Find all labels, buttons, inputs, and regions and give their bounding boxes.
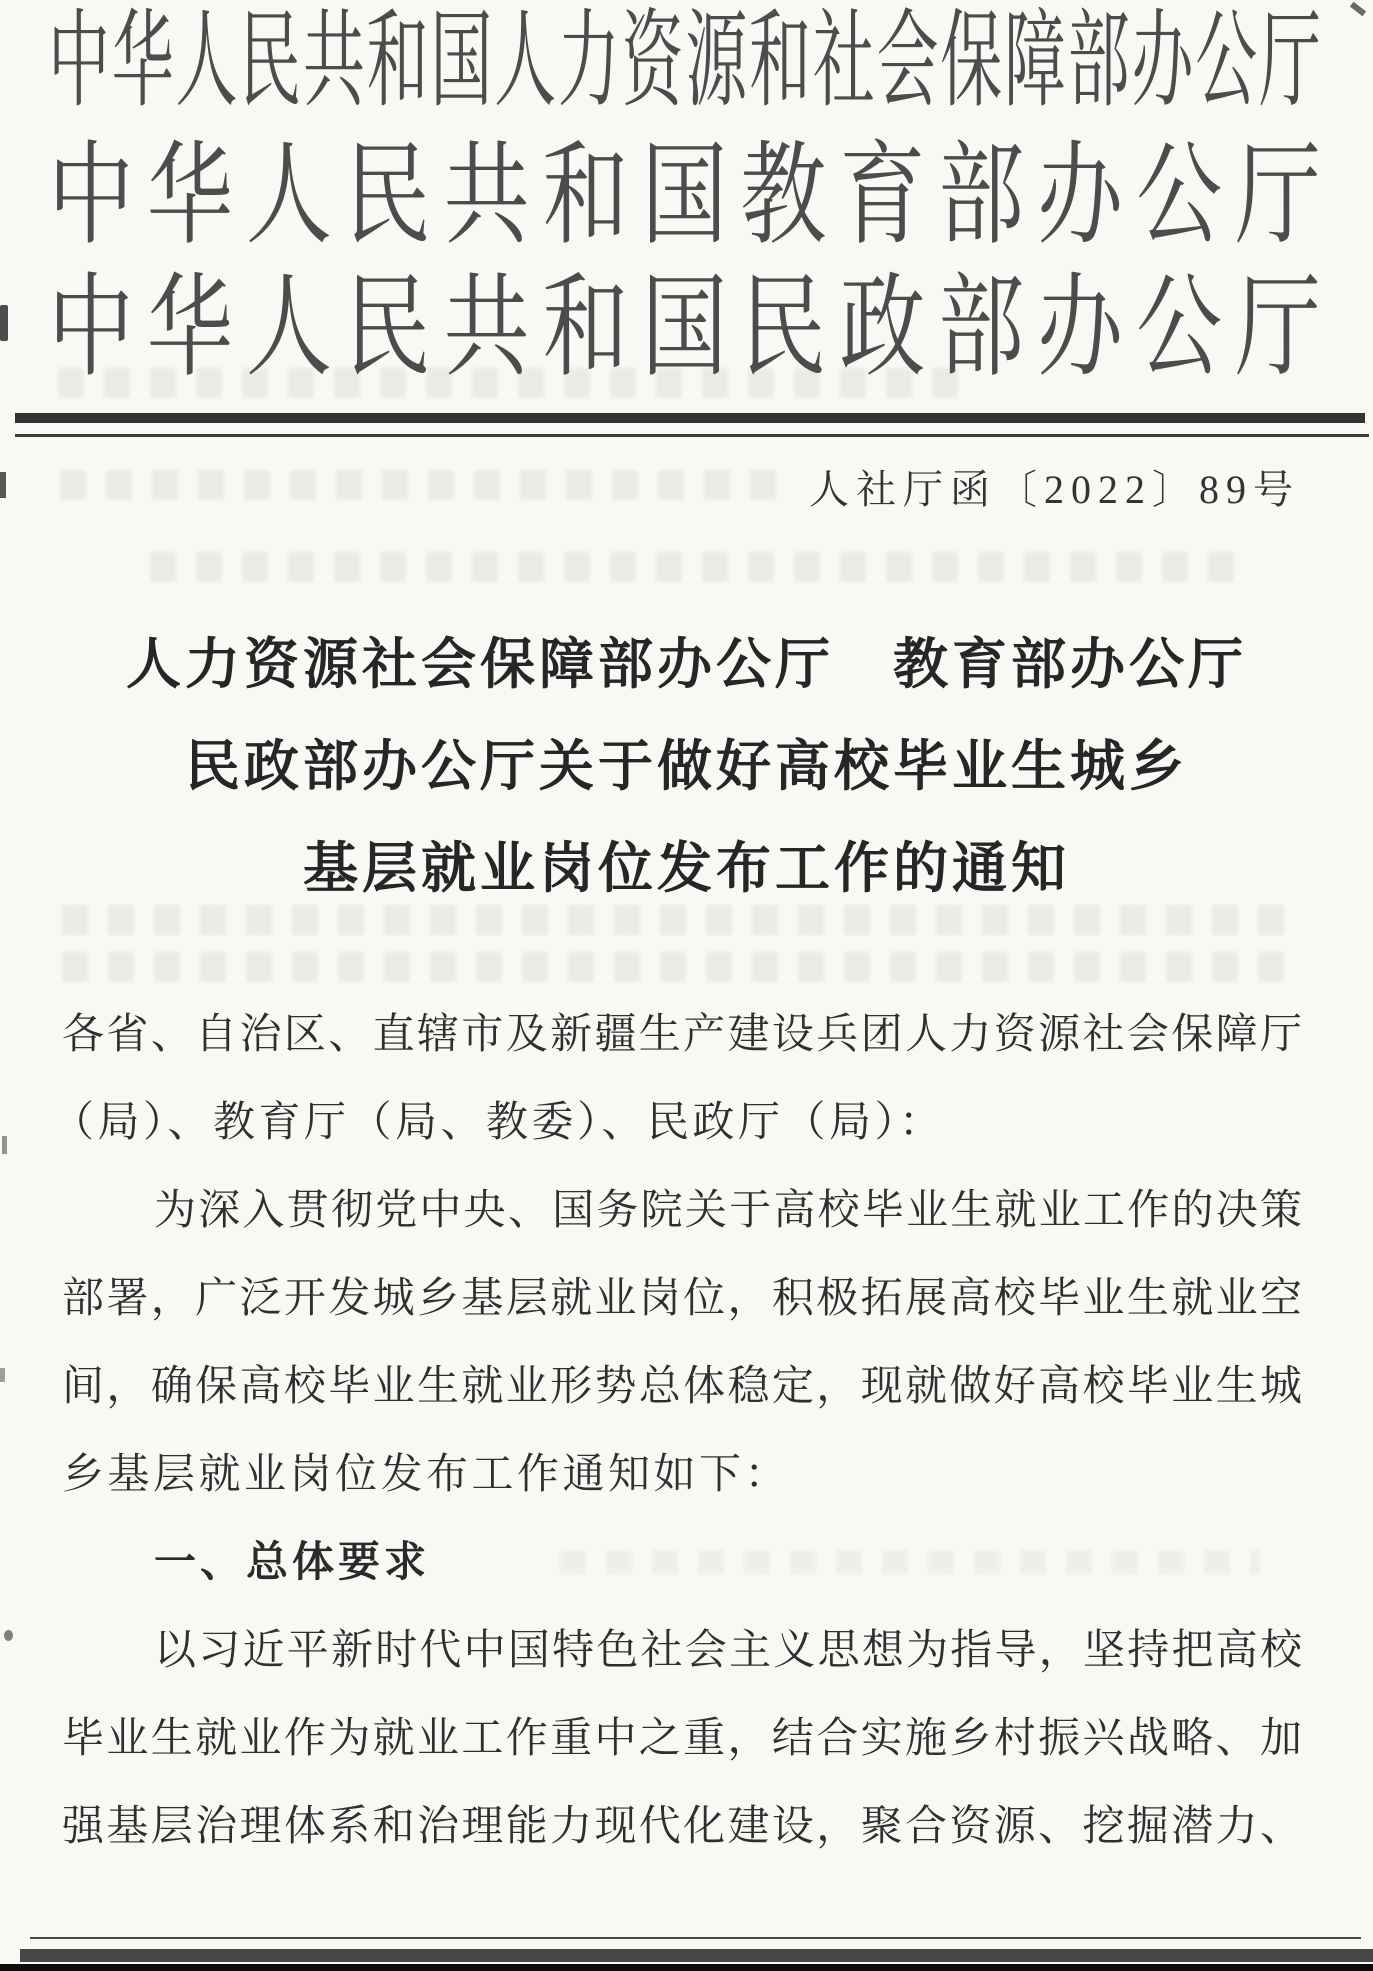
letterhead-org-line-mohrss: 中华人民共和国人力资源和社会保障部办公厅 xyxy=(48,4,1321,122)
header-divider-thick xyxy=(15,413,1365,423)
document-title xyxy=(0,614,1373,920)
header-divider-thin xyxy=(15,434,1369,437)
scan-speck xyxy=(0,1368,5,1382)
bleed-through-smudge xyxy=(150,552,1250,582)
body-line: 强基层治理体系和治理能力现代化建设，聚合资源、挖掘潜力、 xyxy=(62,1804,1302,1850)
scan-speck xyxy=(0,472,6,498)
body-line: 毕业生就业作为就业工作重中之重，结合实施乡村振兴战略、加 xyxy=(62,1716,1302,1762)
document-number: 人社厅函〔2022〕89号 xyxy=(809,467,1300,512)
salutation-line: 各省、自治区、直辖市及新疆生产建设兵团人力资源社会保障厅 xyxy=(62,1012,1302,1058)
body-line: 间，确保高校毕业生就业形势总体稳定，现就做好高校毕业生城 xyxy=(62,1364,1302,1410)
footer-rule-thick xyxy=(20,1949,1373,1962)
title-line-1: 人力资源社会保障部办公厅 教育部办公厅 xyxy=(125,634,1247,695)
section-heading: 一、总体要求 xyxy=(154,1540,431,1586)
letterhead-org-line-mca: 中华人民共和国民政部办公厅 xyxy=(48,265,1321,391)
body-line: 部署，广泛开发城乡基层就业岗位，积极拓展高校毕业生就业空 xyxy=(62,1276,1302,1322)
bleed-through-smudge xyxy=(60,470,790,500)
document-body xyxy=(52,991,1302,1871)
title-line-2: 民政部办公厅关于做好高校毕业生城乡 xyxy=(184,736,1188,797)
scan-speck xyxy=(1350,2,1366,17)
body-line: 以习近平新时代中国特色社会主义思想为指导，坚持把高校 xyxy=(154,1628,1302,1674)
body-line: 为深入贯彻党中央、国务院关于高校毕业生就业工作的决策 xyxy=(154,1188,1302,1234)
scan-speck xyxy=(0,305,8,341)
scan-speck xyxy=(4,1630,13,1641)
body-line: 乡基层就业岗位发布工作通知如下： xyxy=(62,1452,791,1498)
bleed-through-smudge xyxy=(62,952,1292,982)
salutation-line: （局）、教育厅（局、教委）、民政厅（局）： xyxy=(52,1100,945,1146)
scan-edge xyxy=(0,1964,1373,1971)
footer-rule-thin xyxy=(30,1937,1361,1939)
scan-speck xyxy=(2,1136,7,1154)
letterhead-org-line-moe: 中华人民共和国教育部办公厅 xyxy=(48,133,1321,259)
title-line-3: 基层就业岗位发布工作的通知 xyxy=(302,838,1070,899)
